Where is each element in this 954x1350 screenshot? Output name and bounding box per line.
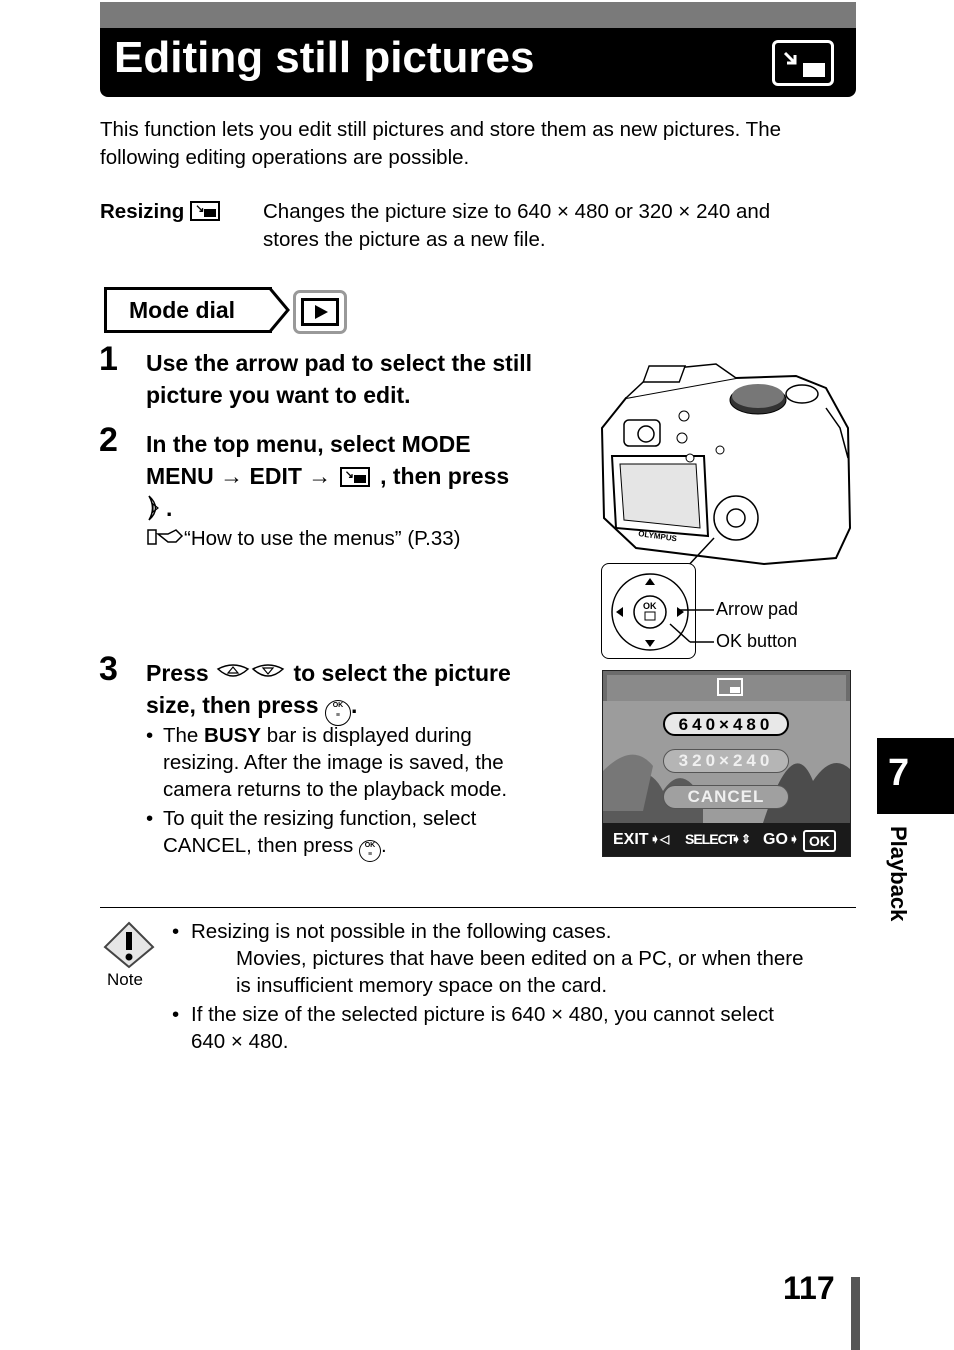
note-bullet-2: • If the size of the selected picture is 640 × 480, you cannot select 640 × 480. — [172, 1003, 774, 1053]
ok-button-icon: OK ≡ — [325, 700, 351, 726]
chapter-label-wrap — [870, 826, 930, 956]
resizing-desc-line1: Changes the picture size to 640 × 480 or 320 × 240 and — [263, 200, 771, 223]
lcd-screen — [602, 670, 851, 857]
page-number: 117 — [783, 1270, 835, 1306]
resize-icon: ↘ — [190, 201, 220, 221]
callout-lines — [660, 598, 720, 650]
lcd-go-label: GO — [763, 831, 788, 848]
arrow-pad-label: Arrow pad — [716, 599, 799, 619]
bullet-busy: • The BUSY bar is displayed during resizing. After the image is saved, the camera returns to the playback mode. — [146, 724, 508, 801]
step-2-text — [146, 428, 586, 524]
lcd-option-320[interactable]: 320×240 — [663, 749, 789, 773]
lcd-option-640[interactable]: 640×480 — [663, 712, 789, 736]
step-3-number: 3 — [99, 650, 118, 688]
step-2-line2: MENU → EDIT → ↘ , then press — [146, 463, 510, 489]
up-down-buttons-icon — [215, 661, 287, 685]
arrow-up-down-icon: ➧⇕ — [731, 832, 752, 846]
camera-brand: OLYMPUS — [637, 529, 678, 544]
mode-dial-label: Mode dial — [104, 287, 272, 333]
resizing-label: Resizing — [100, 200, 185, 223]
reference-icon — [146, 525, 184, 553]
resizing-description — [263, 198, 863, 254]
lcd-option-cancel[interactable]: CANCEL — [663, 785, 789, 809]
playback-mode-icon — [293, 290, 347, 334]
step-1-text — [146, 347, 586, 411]
step-1-number: 1 — [99, 340, 118, 378]
lcd-select-label: SELECT — [685, 831, 735, 847]
resize-icon — [717, 678, 743, 696]
arrow-right-icon: ➧◁ — [650, 832, 670, 846]
step-2-number: 2 — [99, 421, 118, 459]
resizing-desc-line2: stores the picture as a new file. — [263, 228, 546, 251]
step-3-line2: size, then press OK ≡ . — [146, 689, 586, 726]
step-3-bullets — [146, 722, 576, 862]
arrow-right-icon: ➧ — [789, 832, 800, 846]
step-3-text — [146, 657, 586, 726]
step-3-line1: Press to select the picture — [146, 660, 511, 686]
arrow-icon: → — [308, 463, 332, 489]
step-2-line1: In the top menu, select MODE — [146, 431, 471, 457]
ok-button-icon: OK ≡ — [359, 840, 381, 862]
lcd-exit-label: EXIT — [613, 831, 649, 848]
intro-text: This function lets you edit still pictures and store them as new pictures. The following editing operations are possible. — [100, 118, 782, 169]
reference-text: “How to use the menus” (P.33) — [184, 527, 461, 550]
resize-icon — [772, 40, 834, 86]
lcd-header — [607, 675, 846, 701]
step-1-line1: Use the arrow pad to select the still — [146, 350, 532, 376]
step-1-line2: picture you want to edit. — [146, 382, 411, 408]
note-content — [172, 918, 862, 1055]
title-bar — [100, 2, 856, 97]
page-title: Editing still pictures — [114, 33, 535, 82]
ok-button-label: OK button — [716, 631, 798, 651]
title-stripe — [100, 2, 856, 28]
section-divider — [100, 907, 856, 908]
arrow-icon: → — [220, 463, 244, 489]
note-label: Note — [107, 970, 143, 989]
chapter-number: 7 — [888, 752, 910, 794]
resize-icon: ↘ — [340, 467, 370, 487]
warning-icon — [102, 920, 156, 970]
step-2-line3: . — [146, 492, 586, 524]
lcd-ok-label: OK — [803, 830, 836, 852]
arrow-right-button-icon — [146, 494, 166, 522]
chapter-label: Playback — [886, 826, 911, 922]
resizing-label-row — [100, 198, 220, 226]
menu-reference — [146, 525, 461, 553]
note-bullet-1: • Resizing is not possible in the following cases. Movies, pictures that have been edited on a PC, or when there is insufficient memory space on the card. — [172, 920, 804, 997]
bullet-cancel: • To quit the resizing function, select CANCEL, then press OK ≡ . — [146, 805, 576, 862]
lcd-footer — [603, 823, 850, 856]
page-number-bar — [851, 1277, 860, 1350]
svg-text:OK: OK — [643, 601, 657, 611]
mode-dial-arrow — [250, 287, 290, 333]
